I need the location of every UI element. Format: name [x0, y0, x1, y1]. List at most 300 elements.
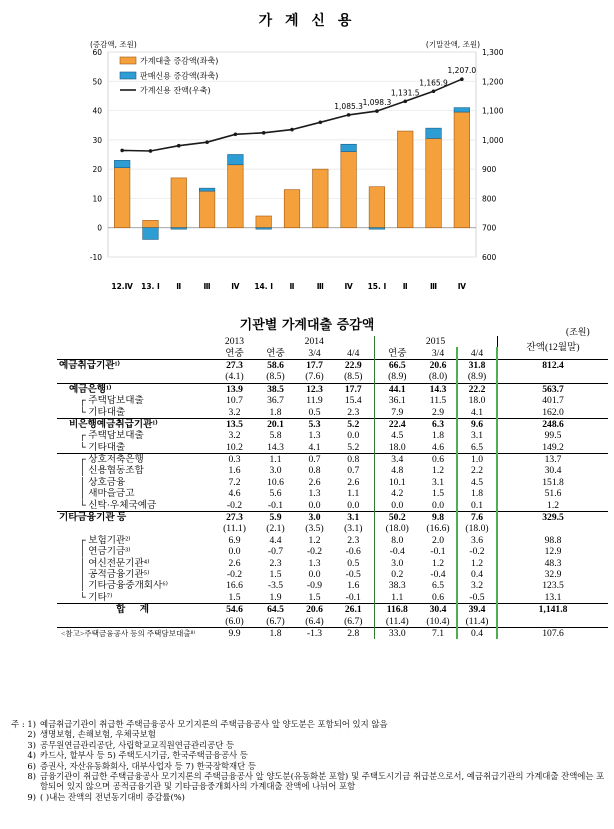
table-cell: -1.3	[296, 627, 333, 639]
footnote	[6, 719, 608, 729]
balance-annotation: 1,131.5	[390, 88, 420, 98]
x-tick-label: 14. Ⅰ	[254, 282, 274, 291]
table-cell: 14.3	[420, 383, 457, 395]
table-row	[57, 465, 608, 476]
row-label: ┌ 주택담보대출	[79, 395, 144, 407]
table-cell: 151.8	[497, 477, 608, 488]
table-cell: 22.9	[333, 359, 374, 371]
table-cell: 2.3	[269, 557, 282, 569]
bar-loans	[171, 178, 187, 228]
bar-sales-credit	[199, 188, 215, 191]
bar-loans	[369, 187, 385, 228]
right-tick-label: 700	[482, 223, 497, 233]
footnote-key: 3)	[27, 739, 36, 750]
table-cell: -0.5	[345, 569, 361, 580]
table-cell: 4.2	[374, 488, 420, 499]
right-tick-label: 1,000	[482, 135, 504, 145]
bar-loans	[143, 220, 159, 227]
table-cell: 6.5	[432, 580, 445, 592]
table-header-years	[57, 336, 608, 347]
right-tick-label: 800	[482, 194, 497, 204]
table-cell: 3.1	[432, 476, 445, 488]
table-cell: 17.7	[296, 359, 333, 371]
right-tick-label: 1,300	[482, 48, 504, 57]
legend-swatch-sales-credit	[120, 72, 136, 79]
balance-point	[403, 100, 407, 104]
table-cell: (6.7)	[266, 615, 285, 627]
table-cell: 5.9	[255, 511, 296, 523]
table-cell: 1.8	[269, 406, 282, 418]
bar-loans	[426, 138, 442, 227]
table-cell: 36.1	[374, 395, 420, 406]
table-cell: 51.6	[497, 488, 608, 499]
table-row	[57, 499, 608, 511]
table-unit: (조원)	[565, 328, 590, 338]
table-cell: 4.1	[457, 406, 497, 418]
table-cell: (8.5)	[266, 371, 285, 383]
table-cell: (6.7)	[344, 615, 363, 627]
bar-sales-credit	[228, 155, 244, 165]
table-cell: 22.4	[374, 418, 420, 430]
footnote	[6, 740, 608, 750]
table-cell: 9.9	[214, 627, 255, 639]
table-cell: 4.6	[228, 488, 241, 500]
header-2015-q4: 4/4	[457, 347, 497, 359]
bar-loans	[228, 165, 244, 228]
row-label: 예금취급기관¹⁾	[57, 359, 214, 371]
table-cell: 0.0	[432, 499, 445, 511]
table-cell: 1.1	[374, 592, 420, 604]
left-tick-label: 40	[92, 106, 102, 116]
table-row	[57, 627, 608, 639]
row-label	[57, 615, 214, 627]
table-row	[57, 546, 608, 557]
row-label: <참고>주택금융공사 등의 주택담보대출⁸⁾	[57, 627, 214, 639]
table-cell: 10.7	[226, 395, 243, 407]
loans-table	[57, 336, 608, 639]
table-cell: -0.1	[267, 499, 284, 511]
table-cell: 0.5	[308, 406, 321, 418]
table-cell: 1.2	[457, 557, 497, 568]
table-cell: (10.4)	[426, 615, 450, 627]
x-tick-label: Ⅲ	[316, 282, 324, 291]
table-cell: 1.8	[255, 627, 296, 639]
table-cell: 7.6	[457, 511, 497, 523]
table-row	[57, 535, 608, 546]
header-balance: 잔액(12월말)	[497, 336, 608, 359]
left-tick-label: 60	[92, 48, 102, 57]
row-label	[57, 371, 214, 383]
table-cell: 401.7	[497, 395, 608, 406]
table-cell: 1.0	[457, 453, 497, 465]
table-cell: 2.0	[432, 534, 445, 546]
footnote	[6, 771, 608, 792]
footnote	[6, 750, 608, 760]
left-axis-label: (증감액, 조원)	[90, 40, 137, 49]
left-axis-ticks	[90, 48, 102, 262]
table-cell: (8.9)	[374, 371, 420, 383]
table-cell: 2.3	[347, 406, 360, 418]
table-row	[57, 371, 608, 383]
left-tick-label: 10	[92, 194, 102, 204]
row-label: │ 신용협동조합	[79, 465, 144, 477]
table-cell: 13.7	[497, 453, 608, 465]
table-cell: 107.6	[497, 627, 608, 639]
footnote-key: 9)	[27, 791, 36, 802]
footnote-text: 공무원연금관리공단, 사립학교교직원연금관리공단 등	[40, 739, 235, 750]
table-cell: 36.7	[267, 395, 284, 407]
table-row	[57, 359, 608, 371]
footnote-key: 4)	[27, 750, 36, 761]
balance-point	[432, 89, 436, 93]
table-cell: -0.1	[430, 546, 446, 558]
table-cell: 20.6	[420, 359, 457, 371]
table-cell: 13.9	[214, 383, 255, 395]
x-tick-label: 12.Ⅳ	[111, 282, 133, 291]
table-cell: 13.1	[497, 592, 608, 604]
bar-loans	[397, 131, 413, 228]
table-cell: -0.2	[226, 569, 243, 580]
table-cell: 14.3	[267, 441, 284, 453]
table-cell: 38.5	[255, 383, 296, 395]
bar-sales-credit	[426, 128, 442, 138]
balance-point	[120, 149, 124, 153]
table-cell: 1.5	[228, 591, 241, 603]
table-cell: 12.9	[497, 546, 608, 557]
bar-sales-credit	[369, 228, 385, 229]
footnote	[6, 792, 608, 802]
table-cell: -0.2	[226, 499, 243, 511]
table-cell: 2.9	[432, 406, 445, 418]
balance-point	[347, 113, 351, 117]
table-cell: 4.5	[374, 430, 420, 441]
left-tick-label: 50	[92, 77, 102, 87]
table-row	[57, 406, 608, 418]
table-cell: 3.0	[296, 511, 333, 523]
table-cell: 3.4	[374, 453, 420, 465]
page-title: 가 계 신 용	[258, 13, 356, 29]
x-tick-label: 13. Ⅰ	[141, 282, 160, 291]
header-2013: 2013	[224, 336, 245, 348]
header-2014-q3: 3/4	[308, 347, 321, 359]
right-axis-label: (기말잔액, 조원)	[425, 40, 480, 49]
table-row	[57, 511, 608, 523]
table-cell: 2.6	[308, 476, 321, 488]
row-label: └ 기타⁷⁾	[79, 591, 113, 603]
table-cell: 17.7	[333, 383, 374, 395]
right-tick-label: 1,200	[482, 77, 504, 87]
bar-sales-credit	[171, 228, 187, 229]
table-cell: (3.1)	[344, 523, 363, 535]
row-label: 합 계	[57, 603, 214, 615]
x-tick-label: Ⅲ	[429, 282, 438, 291]
table-row	[57, 442, 608, 454]
x-tick-label: Ⅳ	[457, 282, 466, 291]
table-row	[57, 383, 608, 395]
table-cell: 5.2	[347, 441, 360, 453]
table-cell: 7.1	[420, 627, 457, 639]
row-label: ┌ 보험기관²⁾	[79, 534, 131, 546]
table-cell: 32.9	[497, 569, 608, 580]
table-cell: 0.0	[347, 499, 360, 511]
balance-point	[290, 128, 294, 132]
table-cell: 31.8	[457, 359, 497, 371]
x-axis-ticks	[111, 282, 466, 291]
table-cell: 1.9	[269, 591, 282, 603]
footnote-key: 2)	[27, 729, 36, 740]
left-tick-label: 0	[97, 223, 102, 233]
table-cell: 5.2	[333, 418, 374, 430]
legend-label-loans: 가계대출 증감액(좌축)	[140, 56, 219, 66]
table-cell: 0.8	[333, 453, 374, 465]
table-cell: 0.2	[374, 569, 420, 580]
bar-loans	[454, 112, 470, 228]
bar-sales-credit	[256, 228, 272, 229]
table-cell: (11.4)	[374, 615, 420, 627]
balance-point	[177, 144, 181, 148]
balance-annotation: 1,207.0	[447, 66, 477, 76]
legend-label-balance: 가계신용 잔액(우축)	[140, 86, 211, 95]
table-cell: 10.1	[374, 477, 420, 488]
table-cell: 0.0	[347, 430, 360, 442]
table-cell: 0.4	[457, 627, 497, 639]
table-cell: 0.5	[347, 557, 360, 569]
table-cell: 0.0	[308, 499, 321, 511]
table-cell: (8.9)	[457, 371, 497, 383]
table-cell: 2.8	[333, 627, 374, 639]
table-cell: 7.2	[228, 476, 241, 488]
table-cell: (6.0)	[225, 615, 244, 627]
table-cell: 98.8	[497, 535, 608, 546]
table-cell: -0.1	[345, 591, 361, 603]
table-cell: -0.2	[306, 546, 323, 558]
balance-point	[234, 132, 238, 136]
table-cell: 1.6	[228, 465, 241, 477]
table-cell: 162.0	[497, 406, 608, 418]
table-cell: 4.8	[374, 465, 420, 476]
bar-sales-credit	[143, 228, 159, 240]
table-cell: 3.1	[333, 511, 374, 523]
table-cell: (4.1)	[225, 371, 244, 383]
bar-loans	[114, 168, 130, 228]
table-cell: 1.5	[269, 569, 282, 580]
table-cell: 5.6	[269, 488, 282, 500]
row-label: └ 기타대출	[79, 406, 126, 418]
table-cell: -0.7	[267, 546, 284, 558]
table-cell: 0.3	[214, 453, 255, 465]
table-cell: 0.8	[308, 465, 321, 477]
bar-loans	[341, 152, 357, 228]
row-label: │ 공적금융기관⁵⁾	[79, 569, 150, 580]
table-cell: 66.5	[374, 359, 420, 371]
table-cell: 99.5	[497, 430, 608, 441]
table-cell: 3.2	[228, 406, 241, 418]
balance-point	[149, 149, 153, 153]
table-cell: 563.7	[497, 383, 608, 395]
table-cell: 13.5	[214, 418, 255, 430]
footnote-text: 예금취급기관이 취급한 주택금융공사 모기지론의 주택금융공사 앞 양도분은 포함되어 있지 않음	[40, 719, 388, 729]
table-cell: 1.1	[347, 488, 360, 500]
table-cell: 3.1	[457, 430, 497, 441]
table-cell	[497, 523, 608, 534]
table-cell: (18.0)	[374, 523, 420, 534]
left-tick-label: 20	[92, 165, 102, 175]
table-cell: 2.3	[347, 534, 360, 546]
table-cell: 27.3	[214, 359, 255, 371]
table-cell: 64.5	[255, 603, 296, 615]
table-cell: (16.6)	[426, 523, 450, 535]
x-tick-label: Ⅳ	[231, 282, 240, 291]
row-label: ┌ 상호저축은행	[57, 453, 214, 465]
table-cell: 248.6	[497, 418, 608, 430]
table-cell: 149.2	[497, 442, 608, 454]
table-cell: 3.6	[457, 535, 497, 546]
balance-annotation: 1,165.9	[419, 78, 448, 88]
footnote-text: 증권사, 자산유동화회사, 대부사업자 등 7) 한국장학재단 등	[40, 760, 256, 771]
table-cell: 9.6	[457, 418, 497, 430]
table-title: 기관별 가계대출 증감액	[239, 318, 375, 333]
table-cell: 116.8	[374, 603, 420, 615]
footnote-text: 생명보험, 손해보험, 우체국보험	[40, 729, 156, 740]
footnote-text: ( )내는 잔액의 전년동기대비 증감률(%)	[40, 791, 185, 802]
table-cell: -0.9	[306, 580, 323, 592]
table-row	[57, 488, 608, 499]
row-label	[57, 523, 214, 534]
table-cell: 2.6	[347, 476, 360, 488]
table-row	[57, 592, 608, 604]
table-cell: 3.0	[374, 557, 420, 568]
table-cell: 0.6	[432, 591, 445, 603]
table-row	[57, 430, 608, 441]
table-cell: 1.3	[308, 557, 321, 569]
table-cell: 0.1	[457, 499, 497, 511]
left-tick-label: 30	[92, 135, 102, 145]
table-cell: 0.7	[296, 453, 333, 465]
row-label: └ 신탁·우체국예금	[79, 499, 157, 511]
table-cell: 39.4	[457, 603, 497, 615]
footnotes	[6, 719, 608, 802]
table-cell: 1.2	[497, 499, 608, 511]
row-label: ┌ 주택담보대출	[79, 430, 144, 442]
row-label: │ 새마을금고	[79, 488, 135, 500]
x-tick-label: Ⅳ	[344, 282, 353, 291]
table-cell: 12.3	[296, 383, 333, 395]
table-cell: -3.5	[267, 580, 284, 592]
table-row	[57, 395, 608, 406]
header-2015-annual: 연중	[374, 347, 420, 359]
table-cell: 6.5	[457, 442, 497, 454]
footnote-key: 8)	[27, 771, 36, 782]
table-cell: 30.4	[497, 465, 608, 476]
table-cell: 0.0	[228, 546, 241, 558]
row-label: │ 연금기금³⁾	[79, 546, 131, 558]
bar-loans	[199, 191, 215, 228]
legend-swatch-loans	[120, 57, 136, 64]
table-row	[57, 615, 608, 627]
table-cell: 1.2	[308, 534, 321, 546]
table-cell	[497, 615, 608, 627]
table-cell: -0.4	[374, 546, 420, 557]
table-cell: 15.4	[344, 395, 362, 407]
x-tick-label: Ⅲ	[203, 282, 211, 291]
row-label: 비은행예금취급기관¹⁾	[57, 418, 214, 430]
table-cell: 20.6	[296, 603, 333, 615]
footnote	[6, 761, 608, 771]
footnote-key: 주 : 1)	[11, 719, 36, 729]
table-cell: 33.0	[374, 627, 420, 639]
table-cell: 0.7	[347, 465, 360, 477]
table-cell: -0.5	[457, 592, 497, 604]
header-2015-q3: 3/4	[431, 347, 445, 359]
table-cell: 4.1	[308, 441, 321, 453]
table-cell: 7.9	[374, 406, 420, 418]
table-row	[57, 557, 608, 568]
table-cell: 16.6	[226, 580, 243, 592]
right-tick-label: 1,100	[482, 106, 504, 116]
balance-point	[375, 109, 379, 113]
header-2014: 2014	[304, 336, 324, 348]
table-cell: 5.8	[269, 430, 282, 442]
table-cell: (11.4)	[457, 615, 497, 627]
table-row	[57, 523, 608, 534]
bar-loans	[256, 216, 272, 228]
right-tick-label: 900	[482, 165, 497, 175]
footnote	[6, 729, 608, 739]
table-cell: 1.8	[432, 430, 445, 442]
table-cell: 1.3	[308, 430, 321, 442]
table-cell: 0.0	[308, 569, 321, 580]
balance-point	[319, 120, 323, 124]
legend-label-sales-credit: 판매신용 증감액(좌축)	[140, 71, 219, 81]
table-cell: 2.6	[228, 557, 241, 569]
table-cell: 50.2	[374, 511, 420, 523]
header-2015: 2015	[374, 336, 497, 347]
table-cell: 30.4	[420, 603, 457, 615]
table-row	[57, 418, 608, 430]
left-tick-label: -10	[89, 253, 102, 262]
table-cell: 1.2	[432, 465, 445, 477]
table-cell: (7.6)	[305, 371, 324, 383]
bar-sales-credit	[114, 160, 130, 167]
table-cell: 1.8	[457, 488, 497, 499]
right-axis-ticks	[482, 48, 504, 262]
bar-loans	[313, 169, 329, 228]
x-tick-label: Ⅱ	[176, 282, 182, 291]
table-cell: 18.0	[457, 395, 497, 406]
table-cell: 3.2	[457, 580, 497, 591]
household-credit-chart	[0, 30, 614, 310]
table-cell: 0.4	[457, 569, 497, 580]
table-cell: 20.1	[255, 418, 296, 430]
table-body	[57, 359, 608, 639]
table-cell: 0.6	[420, 453, 457, 465]
table-cell: 329.5	[497, 511, 608, 523]
row-label: └ 기타대출	[79, 441, 126, 453]
table-cell: 11.5	[429, 395, 447, 407]
x-tick-label: Ⅱ	[402, 282, 408, 291]
balance-point	[460, 77, 464, 81]
bar-sales-credit	[454, 108, 470, 112]
table-cell	[497, 371, 608, 383]
table-cell: 0.0	[374, 499, 420, 511]
table-cell: (2.1)	[266, 523, 285, 535]
table-cell: (8.0)	[428, 371, 448, 383]
table-cell: 1.3	[308, 488, 321, 500]
table-cell: 38.3	[374, 580, 420, 591]
table-cell: 3.0	[269, 465, 282, 477]
row-label: │ 기타금융중개회사⁶⁾	[79, 580, 169, 592]
table-cell: 1.6	[347, 580, 360, 592]
